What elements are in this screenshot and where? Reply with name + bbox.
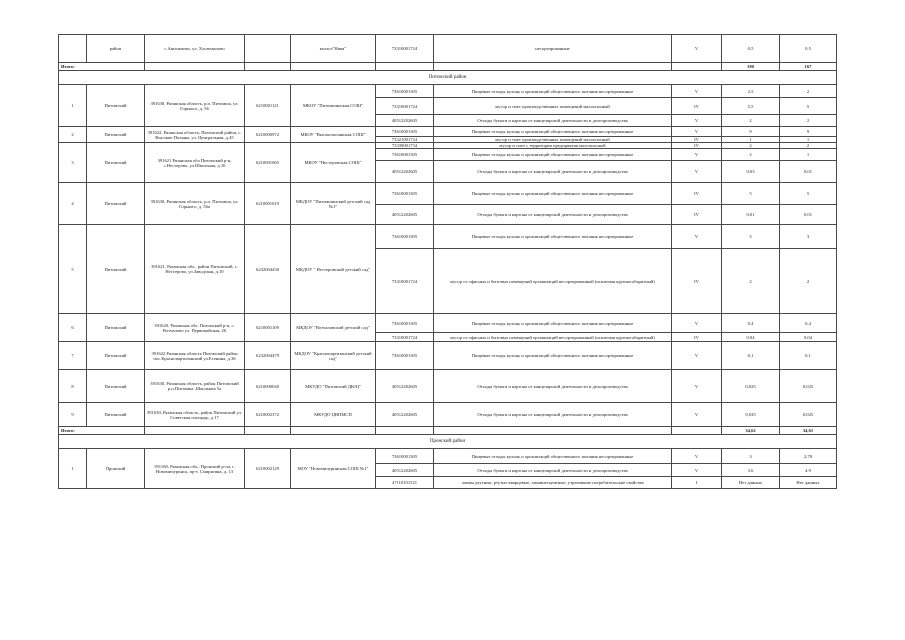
cell-organization: МКУДО "Питомский ДЮЦ" xyxy=(291,370,376,403)
cell-fkko-code: 73610001305 xyxy=(376,183,434,205)
continuation-row xyxy=(59,35,837,63)
cell-organization: МКДОУ "Краснопартизанский детский сад" xyxy=(291,342,376,370)
cell-organization: МКОУ "Высокополянская СОШ" xyxy=(291,127,376,143)
cell-okpo: 6210001121 xyxy=(245,85,291,127)
cell-waste-name: Пищевые отходы кухонь и организаций общественного питания несортированные xyxy=(434,183,672,205)
cell-waste-name: мусор и смет производственных помещений малоопасный xyxy=(434,98,672,115)
cell-mass-2: 2 xyxy=(780,143,837,149)
cell-okpo: 6210001109 xyxy=(245,314,291,342)
cell-hazard-class: IV xyxy=(672,137,722,143)
cell-district: район xyxy=(87,35,145,63)
cell-hazard-class: V xyxy=(672,225,722,249)
cell-number: 4 xyxy=(59,183,87,225)
cell-mass-2: 0,025 xyxy=(780,403,837,427)
total-empty-cell xyxy=(376,63,434,71)
cell-address: 391622, Рязанская область, Питомский район, с. Высокие Поляны, ул. Центральная, д.45 xyxy=(145,127,245,143)
cell-number xyxy=(59,35,87,63)
cell-organization: МКДОУ "Вотчаловский детский сад" xyxy=(291,314,376,342)
cell-district: Питомский xyxy=(87,225,145,314)
cell-mass-2: 0,01 xyxy=(780,161,837,183)
cell-mass-1: 1 xyxy=(722,137,780,143)
section-title: Питомский район xyxy=(59,71,837,85)
cell-address: 391630, Рязанская область, р.п. Питомша, ул. Горького, д. 56 xyxy=(145,85,245,127)
table-row xyxy=(59,370,837,403)
cell-waste-name: Пищевые отходы кухонь и организаций общественного питания несортированные xyxy=(434,314,672,333)
cell-address: 391622 Рязанская область Питомский район пос.Краснопартизанский ул.Есенина, д.36 xyxy=(145,342,245,370)
total-mass-2: 167 xyxy=(780,63,837,71)
cell-address: 391621 Рязанская обл Питомский р-н, с.Нестерово, ул.Школьная, д.10 xyxy=(145,143,245,183)
cell-mass-2: 2 xyxy=(780,85,837,98)
cell-number: 2 xyxy=(59,127,87,143)
total-mass-1: 34,62 xyxy=(722,427,780,435)
cell-fkko-code: 73610001305 xyxy=(376,85,434,98)
cell-mass-2: 0,025 xyxy=(780,370,837,403)
cell-fkko-code: 73310001724 xyxy=(376,98,434,115)
total-mass-2: 34,61 xyxy=(780,427,837,435)
cell-okpo: 6232004430 xyxy=(245,225,291,314)
cell-okpo: 6210000040 xyxy=(245,370,291,403)
cell-hazard-class: V xyxy=(672,403,722,427)
total-row xyxy=(59,427,837,435)
cell-fkko-code: 73610001305 xyxy=(376,127,434,137)
table-row xyxy=(59,342,837,370)
cell-waste-name: Пищевые отходы кухонь и организаций общественного питания несортированные xyxy=(434,225,672,249)
cell-fkko-code: 73610001305 xyxy=(376,225,434,249)
cell-hazard-class: V xyxy=(672,464,722,477)
cell-mass-2: 1 xyxy=(780,149,837,161)
cell-waste-name: Пищевые отходы кухонь и организаций общественного питания несортированные xyxy=(434,85,672,98)
cell-okpo xyxy=(245,35,291,63)
total-label: Итого: xyxy=(59,427,145,435)
total-empty-cell xyxy=(376,427,434,435)
cell-mass-1: 5,5 xyxy=(722,98,780,115)
cell-fkko-code: 40512202605 xyxy=(376,205,434,225)
cell-mass-2: 0,4 xyxy=(780,314,837,333)
cell-mass-2: 0,1 xyxy=(780,342,837,370)
cell-address: 391630, Рязанская область, район Питомский р.п.Питомша ,Школьная 5а xyxy=(145,370,245,403)
total-row xyxy=(59,63,837,71)
cell-okpo: 6210002129 xyxy=(245,449,291,489)
total-empty-cell xyxy=(672,63,722,71)
cell-mass-2: 9 xyxy=(780,127,837,137)
cell-organization: МКОУ "Питомшинская СОШ" xyxy=(291,85,376,127)
cell-mass-2: 4,9 xyxy=(780,464,837,477)
cell-fkko-code: 47110101521 xyxy=(376,477,434,489)
cell-address: 391620, Рязанская обл. Питомский р-н, с. Вотчалово ул. Первомайская, 26 xyxy=(145,314,245,342)
cell-mass-1: 5 xyxy=(722,225,780,249)
cell-hazard-class: V xyxy=(672,314,722,333)
cell-okpo: 6210002372 xyxy=(245,403,291,427)
cell-waste-name: Пищевые отходы кухонь и организаций общественного питания несортированные xyxy=(434,342,672,370)
cell-number: 5 xyxy=(59,225,87,314)
total-empty-cell xyxy=(145,427,245,435)
table-row xyxy=(59,403,837,427)
cell-mass-1: 3,6 xyxy=(722,464,780,477)
cell-district: Пронский xyxy=(87,449,145,489)
section-header-row xyxy=(59,435,837,449)
cell-hazard-class: IV xyxy=(672,98,722,115)
cell-hazard-class: IV xyxy=(672,249,722,314)
cell-fkko-code: 40512202605 xyxy=(376,370,434,403)
cell-district: Питомский xyxy=(87,127,145,143)
cell-fkko-code: 73339001734 xyxy=(376,143,434,149)
cell-mass-2: 2 xyxy=(780,115,837,127)
total-empty-cell xyxy=(291,427,376,435)
cell-mass-1: 0,03 xyxy=(722,161,780,183)
waste-report-table xyxy=(58,34,837,489)
cell-waste-name: Отходы бумаги и картона от канцелярской деятельности и делопроизводства xyxy=(434,464,672,477)
total-label: Итого: xyxy=(59,63,145,71)
cell-mass-2: 5 xyxy=(780,98,837,115)
cell-hazard-class: V xyxy=(672,85,722,98)
cell-waste-name: Пищевые отходы кухонь и организаций общественного питания несортированные xyxy=(434,449,672,464)
cell-fkko-code: 73610001305 xyxy=(376,342,434,370)
cell-address: 391630, Рязанская область, район Питомский ул. Советская площадь, д.17 xyxy=(145,403,245,427)
cell-hazard-class: V xyxy=(672,115,722,127)
cell-number: 9 xyxy=(59,403,87,427)
cell-hazard-class: I xyxy=(672,477,722,489)
cell-waste-name: Отходы бумаги и картона от канцелярской деятельности и делопроизводства xyxy=(434,205,672,225)
total-empty-cell xyxy=(434,63,672,71)
total-empty-cell xyxy=(145,63,245,71)
cell-waste-name: Отходы бумаги и картона от канцелярской деятельности и делопроизводства xyxy=(434,370,672,403)
cell-address: 391160, Рязанская обл., Пронский р-он, г. Новомичуринск, пр-т. Смирягина, д. 13 xyxy=(145,449,245,489)
cell-mass-2: Нет данных xyxy=(780,477,837,489)
cell-waste-name: Отходы бумаги и картона от канцелярской деятельности и делопроизводства xyxy=(434,161,672,183)
cell-fkko-code: 73310001724 xyxy=(376,249,434,314)
cell-district: Питомский xyxy=(87,143,145,183)
total-empty-cell xyxy=(434,427,672,435)
cell-number: 6 xyxy=(59,314,87,342)
cell-organization: МКУДО ЦВПМСП xyxy=(291,403,376,427)
cell-waste-name: мусор и смет производственных помещений малоопасный xyxy=(434,137,672,143)
cell-fkko-code: 40512202605 xyxy=(376,403,434,427)
section-header-row xyxy=(59,71,837,85)
cell-mass-1: 0,025 xyxy=(722,403,780,427)
cell-mass-2: 0,01 xyxy=(780,205,837,225)
cell-organization: колхоз"Нива" xyxy=(291,35,376,63)
cell-waste-name: Пищевые отходы кухонь и организаций общественного питания несортированные xyxy=(434,149,672,161)
cell-mass-1: 0,025 xyxy=(722,370,780,403)
cell-number: 3 xyxy=(59,143,87,183)
cell-mass-1: 3 xyxy=(722,449,780,464)
cell-fkko-code: 40512202605 xyxy=(376,161,434,183)
cell-mass-2: 2 xyxy=(780,249,837,314)
cell-fkko-code: 73610001305 xyxy=(376,149,434,161)
cell-hazard-class: IV xyxy=(672,143,722,149)
cell-mass-1: 2 xyxy=(722,249,780,314)
cell-fkko-code: 73610001305 xyxy=(376,449,434,464)
cell-hazard-class: V xyxy=(672,449,722,464)
cell-district: Питомский xyxy=(87,342,145,370)
cell-hazard-class: IV xyxy=(672,205,722,225)
table-row xyxy=(59,225,837,249)
cell-hazard-class: V xyxy=(672,342,722,370)
cell-hazard-class: IV xyxy=(672,333,722,342)
cell-organization: МКДОУ "Питомшинский детский сад №1" xyxy=(291,183,376,225)
table-row xyxy=(59,85,837,98)
cell-mass-1: 9 xyxy=(722,127,780,137)
cell-address: 391621, Рязанская обл., район Питомский, с. Нестерово, ул.Заводская, д.10 xyxy=(145,225,245,314)
cell-okpo: 6210001019 xyxy=(245,183,291,225)
cell-mass-1: 0,4 xyxy=(722,314,780,333)
cell-mass-2: 1 xyxy=(780,137,837,143)
cell-mass-1: 2 xyxy=(722,143,780,149)
cell-waste-name: Пищевые отходы кухонь и организаций общественного питания несортированные xyxy=(434,127,672,137)
cell-mass-2: 0,5 xyxy=(780,35,837,63)
cell-mass-1: 2 xyxy=(722,149,780,161)
cell-mass-2: 2,78 xyxy=(780,449,837,464)
total-empty-cell xyxy=(245,63,291,71)
cell-district: Питомский xyxy=(87,370,145,403)
cell-okpo: 6210001065 xyxy=(245,143,291,183)
table-row xyxy=(59,314,837,333)
cell-organization: МКОУ "Нестеровская СОШ" xyxy=(291,143,376,183)
cell-hazard-class: V xyxy=(672,161,722,183)
cell-waste-name: несортированные xyxy=(434,35,672,63)
cell-mass-1: 5 xyxy=(722,183,780,205)
cell-mass-1: 0,01 xyxy=(722,205,780,225)
cell-organization: МКДОУ " Нестеровский детский сад" xyxy=(291,225,376,314)
cell-okpo: 6210000972 xyxy=(245,127,291,143)
cell-hazard-class: V xyxy=(672,149,722,161)
cell-hazard-class: V xyxy=(672,370,722,403)
cell-mass-1: 0,5 xyxy=(722,35,780,63)
cell-fkko-code: 73310001724 xyxy=(376,333,434,342)
cell-waste-name: мусор и смет с территории предприятия малоопасный xyxy=(434,143,672,149)
total-empty-cell xyxy=(291,63,376,71)
cell-district: Питомский xyxy=(87,314,145,342)
cell-mass-2: 0,04 xyxy=(780,333,837,342)
section-title: Пронский район xyxy=(59,435,837,449)
cell-waste-name: мусор от офисных и бытовых помещений организаций несортированный (исключая крупногабаритный) xyxy=(434,249,672,314)
cell-hazard-class: V xyxy=(672,35,722,63)
cell-address: 391630, Рязанская область, р.п. Питомша, ул. Горького, д. 56а xyxy=(145,183,245,225)
cell-fkko-code: 40512202605 xyxy=(376,115,434,127)
cell-fkko-code: 73610001305 xyxy=(376,314,434,333)
cell-mass-2: 3 xyxy=(780,225,837,249)
cell-waste-name: мусор от офисных и бытовых помещений организаций несортированный (исключая крупногабаритный) xyxy=(434,333,672,342)
table-row xyxy=(59,127,837,137)
cell-fkko-code: 73321001724 xyxy=(376,137,434,143)
cell-address: с.Анисимово, ул. Хлоповалово xyxy=(145,35,245,63)
cell-waste-name: Отходы бумаги и картона от канцелярской деятельности и делопроизводства xyxy=(434,115,672,127)
cell-fkko-code: 40512202605 xyxy=(376,464,434,477)
cell-hazard-class: V xyxy=(672,127,722,137)
cell-number: 1 xyxy=(59,449,87,489)
cell-mass-1: 0,1 xyxy=(722,342,780,370)
cell-district: Питомский xyxy=(87,85,145,127)
cell-hazard-class: IV xyxy=(672,183,722,205)
cell-waste-name: Отходы бумаги и картона от канцелярской деятельности и делопроизводства xyxy=(434,403,672,427)
cell-number: 8 xyxy=(59,370,87,403)
cell-waste-name: лампы ртутные, ртутно-кварцевые, люминесцентные, утратившие потребительские свойства xyxy=(434,477,672,489)
report-table-body xyxy=(59,35,837,489)
cell-mass-1: 0,04 xyxy=(722,333,780,342)
cell-organization: МОУ "Новомичуринская СОШ №1" xyxy=(291,449,376,489)
cell-number: 7 xyxy=(59,342,87,370)
cell-district: Питомский xyxy=(87,403,145,427)
total-empty-cell xyxy=(245,427,291,435)
cell-mass-1: 2,5 xyxy=(722,85,780,98)
cell-mass-1: Нет данных xyxy=(722,477,780,489)
cell-number: 1 xyxy=(59,85,87,127)
total-mass-1: 180 xyxy=(722,63,780,71)
cell-okpo: 6232004479 xyxy=(245,342,291,370)
cell-district: Питомский xyxy=(87,183,145,225)
table-row xyxy=(59,183,837,205)
table-row xyxy=(59,449,837,464)
total-empty-cell xyxy=(672,427,722,435)
cell-mass-2: 5 xyxy=(780,183,837,205)
cell-fkko-code: 73310001724 xyxy=(376,35,434,63)
cell-mass-1: 2 xyxy=(722,115,780,127)
